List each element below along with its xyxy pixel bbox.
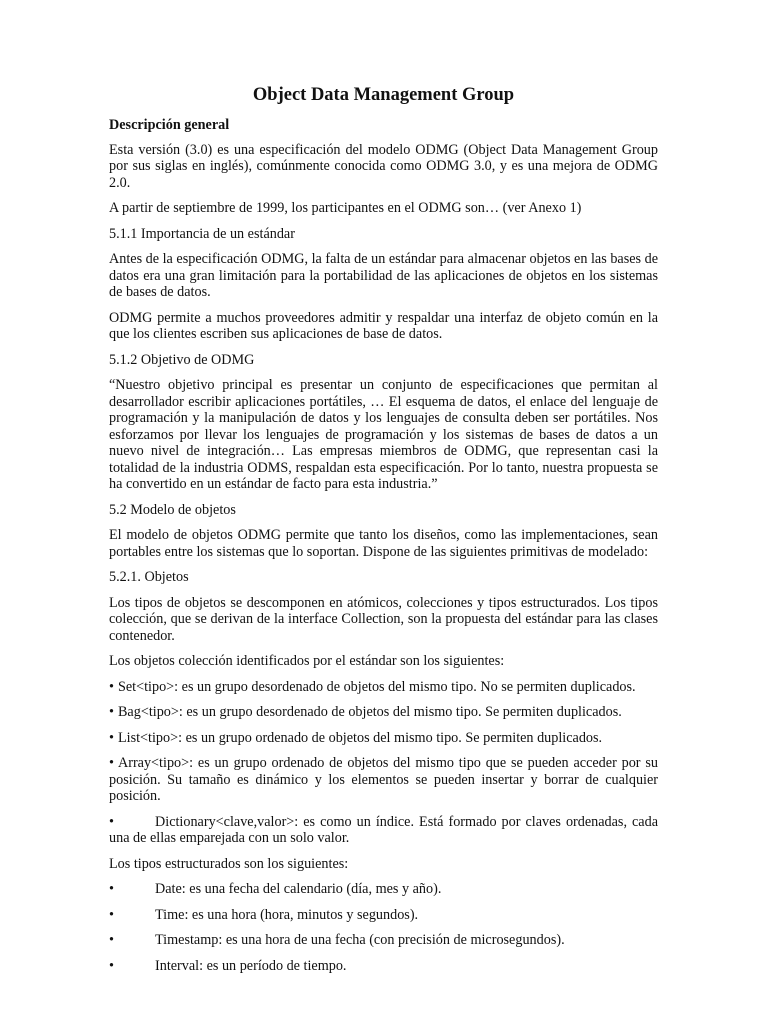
list-item-text: Interval: es un período de tiempo. bbox=[155, 957, 347, 974]
section-heading-5-1-2: 5.1.2 Objetivo de ODMG bbox=[109, 351, 255, 368]
paragraph-collections-intro: Los objetos colección identificados por el estándar son los siguientes: bbox=[109, 653, 505, 669]
paragraph-participants: A partir de septiembre de 1999, los participantes en el ODMG son… (ver Anexo 1) bbox=[109, 200, 582, 216]
paragraph-object-model: El modelo de objetos ODMG permite que tanto los diseños, como las implementaciones, sean portables entre los sistemas que lo soportan. Dispone de las siguientes primitivas de modelado: bbox=[109, 527, 658, 560]
list-item-text: Array<tipo>: es un grupo ordenado de objetos del mismo tipo que se pueden acceder por su posición. Su tamaño es dinámico y los elementos se pueden insertar y borrar de cualquier posición. bbox=[109, 755, 658, 804]
list-item-dictionary bbox=[109, 814, 658, 847]
bullet-icon: • bbox=[109, 678, 114, 695]
list-item-text: Date: es una fecha del calendario (día, mes y año). bbox=[155, 881, 442, 897]
list-item-date bbox=[109, 881, 658, 898]
bullet-icon: • bbox=[109, 729, 114, 746]
list-item-text: List<tipo>: es un grupo ordenado de objetos del mismo tipo. Se permiten duplicados. bbox=[117, 729, 603, 746]
paragraph-version: Esta versión (3.0) es una especificación del modelo ODMG (Object Data Management Group por sus siglas en inglés), comúnmente conocida como ODMG 3.0, y es una mejora de ODMG 2.0. bbox=[109, 141, 658, 191]
bullet-icon: • bbox=[109, 881, 114, 897]
bullet-icon: • bbox=[109, 704, 114, 720]
list-item-bag bbox=[109, 704, 658, 721]
paragraph-quote: “Nuestro objetivo principal es presentar un conjunto de especificaciones que permitan al desarrollador escribir aplicaciones portátiles, … El esquema de datos, el enlace del lenguaje de programación y la manipulación de datos y los lenguajes de consulta deben ser portátiles. Nos esforzamos por llevar los lenguajes de programación y los sistemas de bases de datos a un nuevo nivel de integración… Las empresas miembros de ODMG, que representan casi la totalidad de la industria ODMS, respaldan esta especificación. Por lo tanto, nuestra propuesta se ha convertido en un estándar de facto para esta industria.” bbox=[109, 377, 658, 492]
list-item-interval bbox=[109, 958, 658, 975]
document-title: Object Data Management Group bbox=[252, 85, 515, 105]
list-item-time bbox=[109, 907, 658, 924]
document-page bbox=[109, 84, 658, 983]
list-item-text: Dictionary<clave,valor>: es como un índice. Está formado por claves ordenadas, cada una de ellas emparejada con un solo valor. bbox=[109, 813, 658, 846]
list-item-text: Bag<tipo>: es un grupo desordenado de objetos del mismo tipo. Se permiten duplicados. bbox=[117, 704, 622, 720]
section-heading-5-2: 5.2 Modelo de objetos bbox=[109, 501, 236, 518]
paragraph-before-odmg: Antes de la especificación ODMG, la falta de un estándar para almacenar objetos en las bases de datos era una gran limitación para la portabilidad de las aplicaciones de objetos en los sistemas de bases de datos. bbox=[109, 251, 658, 300]
section-heading-5-2-1: 5.2.1. Objetos bbox=[109, 569, 189, 585]
bullet-icon: • bbox=[109, 932, 114, 948]
paragraph-object-types: Los tipos de objetos se descomponen en atómicos, colecciones y tipos estructurados. Los tipos colección, que se derivan de la interface Collection, son la propuesta del estándar para las clases contenedor. bbox=[109, 594, 658, 644]
list-item-text: Timestamp: es una hora de una fecha (con precisión de microsegundos). bbox=[155, 932, 565, 948]
list-item-timestamp bbox=[109, 932, 658, 949]
list-item-set bbox=[109, 679, 658, 696]
list-item-array bbox=[109, 755, 658, 805]
bullet-icon: • bbox=[109, 906, 114, 923]
section-heading-5-1-1: 5.1.1 Importancia de un estándar bbox=[109, 225, 295, 242]
list-item-text: Time: es una hora (hora, minutos y segundos). bbox=[155, 906, 419, 923]
bullet-icon: • bbox=[109, 755, 114, 771]
paragraph-odmg-allows: ODMG permite a muchos proveedores admitir y respaldar una interfaz de objeto común en la que los clientes escriben sus aplicaciones de base de datos. bbox=[109, 309, 658, 342]
section-heading-general: Descripción general bbox=[109, 117, 230, 133]
list-item-text: Set<tipo>: es un grupo desordenado de objetos del mismo tipo. No se permiten duplicados. bbox=[117, 678, 636, 695]
bullet-icon: • bbox=[109, 957, 114, 974]
bullet-icon: • bbox=[109, 813, 114, 830]
list-item-list bbox=[109, 730, 658, 747]
paragraph-structured-intro: Los tipos estructurados son los siguientes: bbox=[109, 855, 349, 872]
